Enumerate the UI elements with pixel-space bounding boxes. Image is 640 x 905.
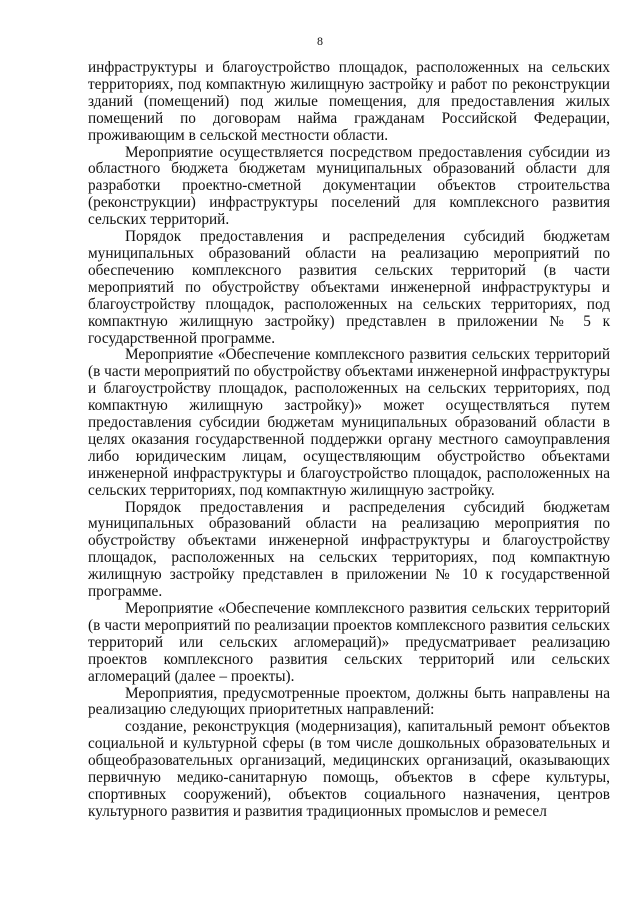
paragraph: создание, реконструкция (модернизация), капитальный ремонт объектов социальной и культурной сферы (в том числе дошкольных образовательных и общеобразовательных организаций, медицинских организаций, оказывающих первичную медико-санитарную помощь, объектов в сфере культуры, спортивных сооружений), объектов социального назначения, центров культурного развития и развития традиционных промыслов и ремесел bbox=[88, 718, 610, 820]
paragraph: инфраструктуры и благоустройство площадок, расположенных на сельских территориях, под компактную жилищную застройку и работ по реконструкции зданий (помещений) под жилые помещения, для предоставления жилых помещений по договорам найма гражданам Российской Федерации, проживающим в сельской местности области. bbox=[88, 59, 610, 144]
document-body bbox=[88, 60, 610, 821]
paragraph: Порядок предоставления и распределения субсидий бюджетам муниципальных образований области на реализацию мероприятий по обеспечению комплексного развития сельских территорий (в части мероприятий по обустройству объектами инженерной инфраструктуры и благоустройству площадок, расположенных на сельских территориях, под компактную жилищную застройку) представлен в приложении № 5 к государственной программе. bbox=[88, 228, 610, 347]
paragraph: Порядок предоставления и распределения субсидий бюджетам муниципальных образований области на реализацию мероприятия по обустройству объектами инженерной инфраструктуры и благоустройству площадок, расположенных на сельских территориях, под компактную жилищную застройку представлен в приложении № 10 к государственной программе. bbox=[88, 498, 610, 601]
page-number: 8 bbox=[317, 34, 323, 48]
paragraph: Мероприятия, предусмотренные проектом, должны быть направлены на реализацию следующих приоритетных направлений: bbox=[88, 684, 610, 719]
paragraph: Мероприятие «Обеспечение комплексного развития сельских территорий (в части мероприятий по обустройству объектами инженерной инфраструктуры и благоустройству площадок, расположенных на сельских территориях, под компактную жилищную застройку)» может осуществляться путем предоставления субсидии бюджетам муниципальных образований области в целях оказания государственной поддержки органу местного самоуправления либо юридическим лицам, осуществляющим обустройство объектами инженерной инфраструктуры и благоустройство площадок, расположенных на сельских территориях, под компактную жилищную застройку. bbox=[88, 346, 610, 499]
paragraph: Мероприятие осуществляется посредством предоставления субсидии из областного бюджета бюджетам муниципальных образований области для разработки проектно-сметной документации объектов строительства (реконструкции) инфраструктуры поселений для комплексного развития сельских территорий. bbox=[88, 143, 610, 229]
paragraph: Мероприятие «Обеспечение комплексного развития сельских территорий (в части мероприятий по реализации проектов комплексного развития сельских территорий или сельских агломераций)» предусматривает реализацию проектов комплексного развития сельских территорий или сельских агломераций (далее – проекты). bbox=[88, 600, 610, 685]
